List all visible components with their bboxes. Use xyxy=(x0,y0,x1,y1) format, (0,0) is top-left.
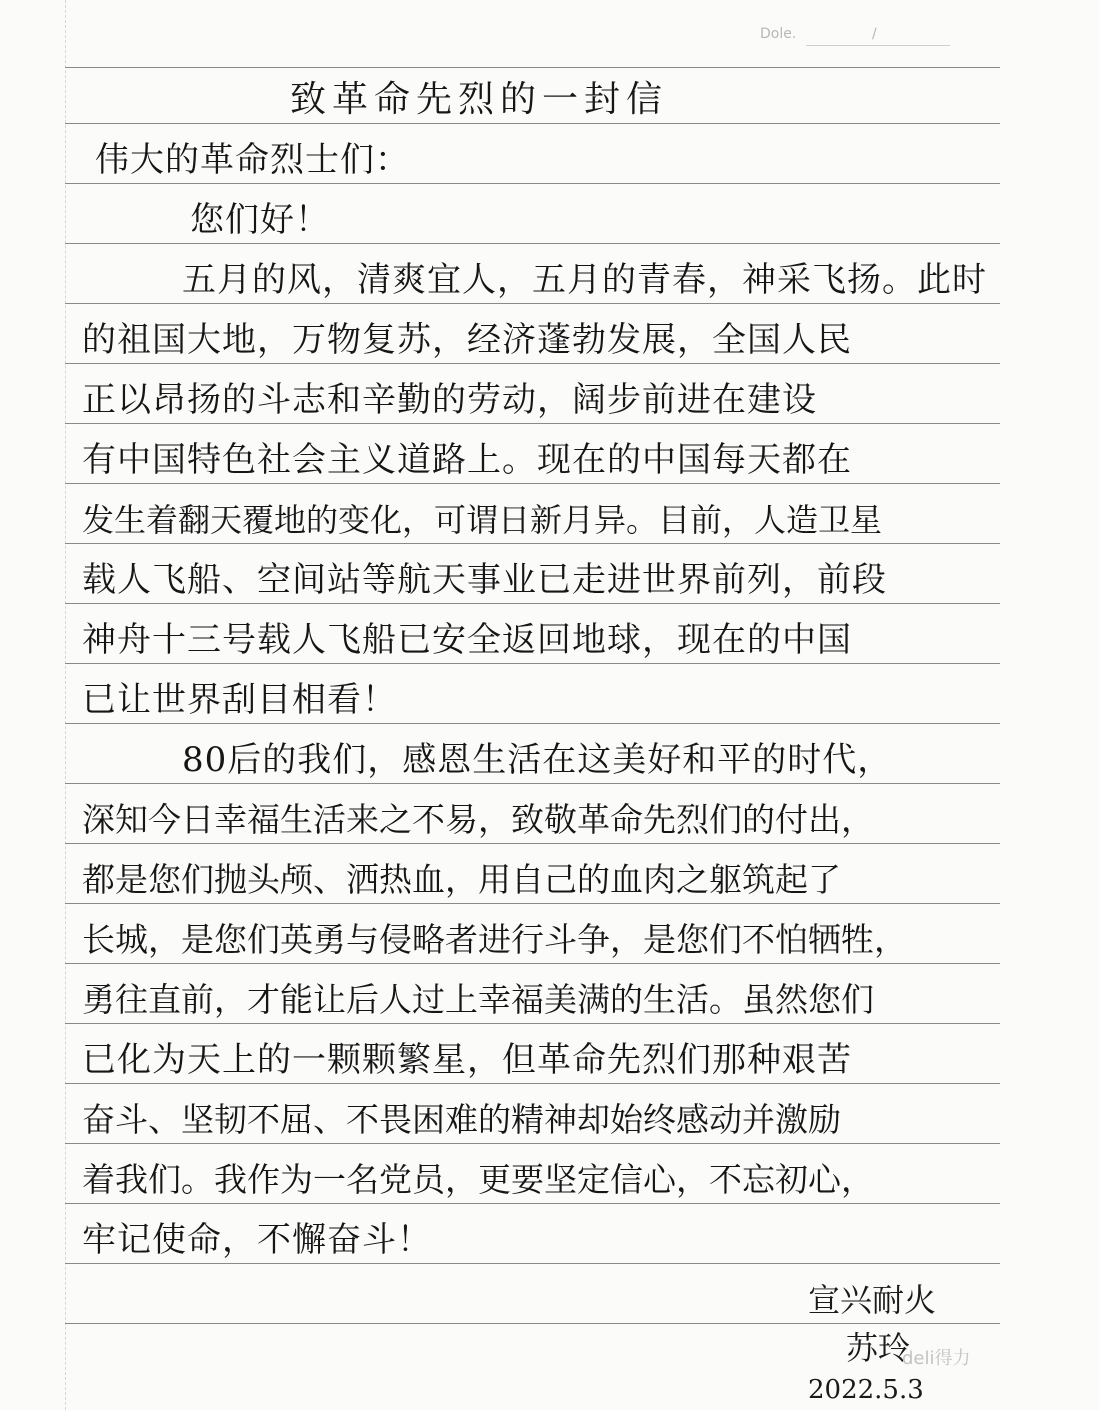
ruled-line xyxy=(65,1083,1000,1084)
brand-watermark: deli得力 xyxy=(902,1348,971,1369)
letter-title: 致革命先烈的一封信 xyxy=(290,79,669,120)
ruled-line xyxy=(65,1263,1000,1264)
date-label: Dole. xyxy=(760,26,797,42)
ruled-line xyxy=(65,543,1000,544)
ruled-line xyxy=(65,603,1000,604)
ruled-line xyxy=(65,903,1000,904)
ruled-line xyxy=(65,423,1000,424)
ruled-line xyxy=(65,1143,1000,1144)
body-line: 载人飞船、空间站等航天事业已走进世界前列，前段 xyxy=(82,560,887,600)
body-line: 长城，是您们英勇与侵略者进行斗争，是您们不怕牺牲， xyxy=(82,920,907,959)
ruled-line xyxy=(65,183,1000,184)
ruled-line xyxy=(65,303,1000,304)
ruled-line xyxy=(65,243,1000,244)
ruled-line xyxy=(65,723,1000,724)
body-line: 奋斗、坚韧不屈、不畏困难的精神却始终感动并激励 xyxy=(82,1100,841,1139)
body-line: 已让世界刮目相看！ xyxy=(82,680,397,720)
body-line: 有中国特色社会主义道路上。现在的中国每天都在 xyxy=(82,440,852,480)
ruled-line xyxy=(65,843,1000,844)
ruled-line xyxy=(65,483,1000,484)
ruled-line xyxy=(65,1023,1000,1024)
body-line: 发生着翻天覆地的变化，可谓日新月异。目前，人造卫星 xyxy=(82,501,883,539)
ruled-line xyxy=(65,363,1000,364)
salutation: 伟大的革命烈士们： xyxy=(95,140,410,180)
sender-org: 宣兴耐火 xyxy=(808,1281,937,1319)
signature: 苏玲 xyxy=(846,1329,911,1367)
body-line: 着我们。我作为一名党员，更要坚定信心，不忘初心， xyxy=(82,1160,874,1199)
date-separator: / xyxy=(872,26,877,42)
body-line: 深知今日幸福生活来之不易，致敬革命先烈们的付出， xyxy=(82,800,874,839)
ruled-line xyxy=(65,663,1000,664)
ruled-line xyxy=(65,67,1000,68)
body-line: 80后的我们，感恩生活在这美好和平的时代， xyxy=(182,740,893,780)
body-line: 神舟十三号载人飞船已安全返回地球，现在的中国 xyxy=(82,620,852,660)
ruled-line xyxy=(65,1203,1000,1204)
body-line: 五月的风，清爽宜人，五月的青春，神采飞扬。此时 xyxy=(182,260,987,300)
body-line: 正以昂扬的斗志和辛勤的劳动，阔步前进在建设 xyxy=(82,380,817,420)
body-line: 牢记使命，不懈奋斗！ xyxy=(82,1220,432,1260)
ruled-line xyxy=(65,1323,1000,1324)
body-line: 的祖国大地，万物复苏，经济蓬勃发展，全国人民 xyxy=(82,320,852,360)
ruled-line xyxy=(65,783,1000,784)
ruled-line xyxy=(65,963,1000,964)
ruled-line xyxy=(65,123,1000,124)
body-line: 勇往直前，才能让后人过上幸福美满的生活。虽然您们 xyxy=(82,980,874,1019)
body-line: 都是您们抛头颅、洒热血，用自己的血肉之躯筑起了 xyxy=(82,860,841,899)
greeting: 您们好！ xyxy=(190,200,330,240)
letter-date: 2022.5.3 xyxy=(808,1375,924,1405)
body-line: 已化为天上的一颗颗繁星，但革命先烈们那种艰苦 xyxy=(82,1040,852,1080)
